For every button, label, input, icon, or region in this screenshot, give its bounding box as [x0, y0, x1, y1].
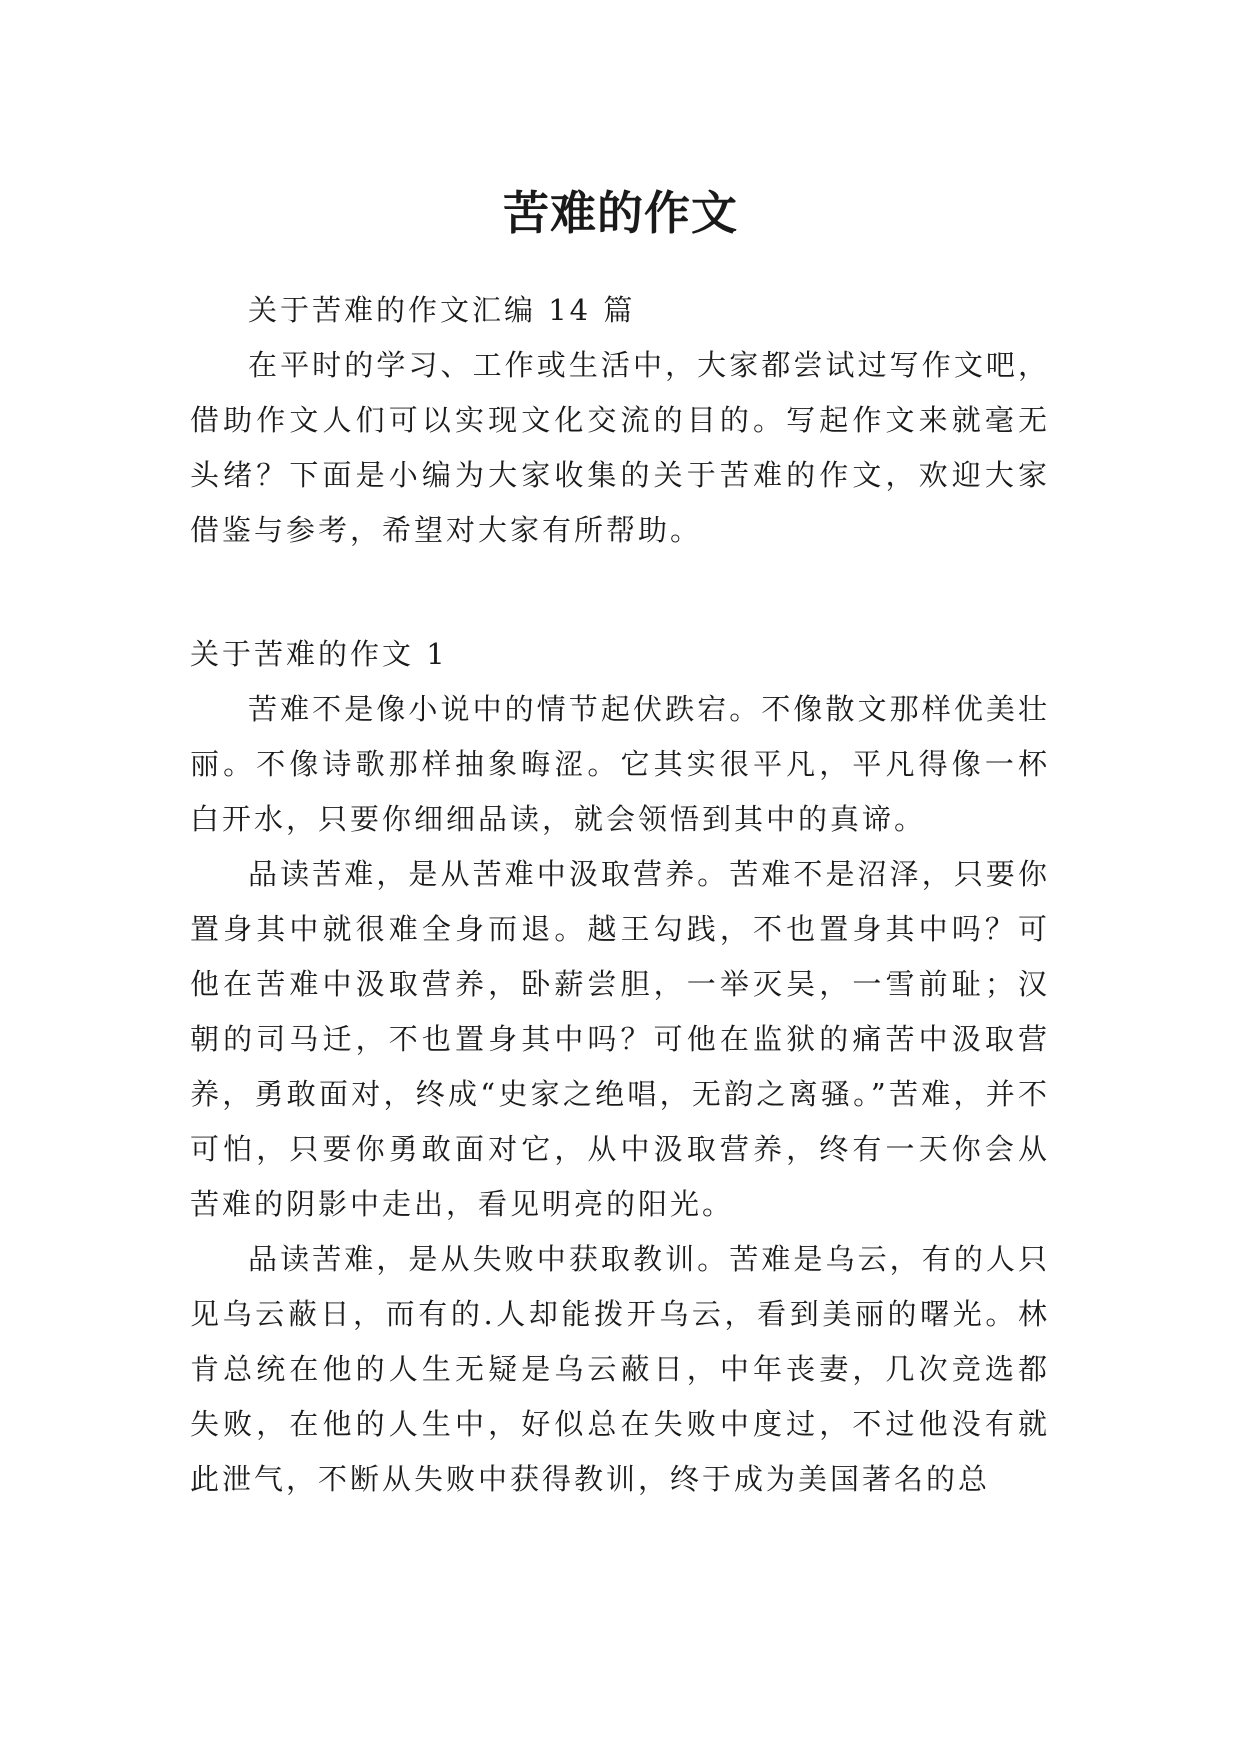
- intro-subtitle: 关于苦难的作文汇编 14 篇: [248, 293, 636, 327]
- section-1-paragraph-2: 品读苦难，是从苦难中汲取营养。苦难不是沼泽，只要你置身其中就很难全身而退。越王勾践，不也置身其中吗？可他在苦难中汲取营养，卧薪尝胆，一举灭吴，一雪前耻；汉朝的司马迁，不也置身其中吗？可他在监狱的痛苦中汲取营养，勇敢面对，终成“史家之绝唱，无韵之离骚。”苦难，并不可怕，只要你勇敢面对它，从中汲取营养，终有一天你会从苦难的阴影中走出，看见明亮的阳光。: [190, 857, 1050, 1221]
- section-1-heading: 关于苦难的作文 1: [190, 637, 448, 671]
- section-1-paragraph-1: 苦难不是像小说中的情节起伏跌宕。不像散文那样优美壮丽。不像诗歌那样抽象晦涩。它其实很平凡，平凡得像一杯白开水，只要你细细品读，就会领悟到其中的真谛。: [190, 692, 1050, 836]
- section-1-paragraph-3: 品读苦难，是从失败中获取教训。苦难是乌云，有的人只见乌云蔽日，而有的.人却能拨开乌云，看到美丽的曙光。林肯总统在他的人生无疑是乌云蔽日，中年丧妻，几次竞选都失败，在他的人生中，好似总在失败中度过，不过他没有就此泄气，不断从失败中获得教训，终于成为美国著名的总: [190, 1242, 1050, 1496]
- intro-block: [190, 283, 1050, 558]
- document-title: 苦难的作文: [503, 185, 738, 240]
- intro-paragraph: 在平时的学习、工作或生活中，大家都尝试过写作文吧，借助作文人们可以实现文化交流的目的。写起作文来就毫无头绪？下面是小编为大家收集的关于苦难的作文，欢迎大家借鉴与参考，希望对大家有所帮助。: [190, 348, 1050, 547]
- section-1: [190, 627, 1050, 1507]
